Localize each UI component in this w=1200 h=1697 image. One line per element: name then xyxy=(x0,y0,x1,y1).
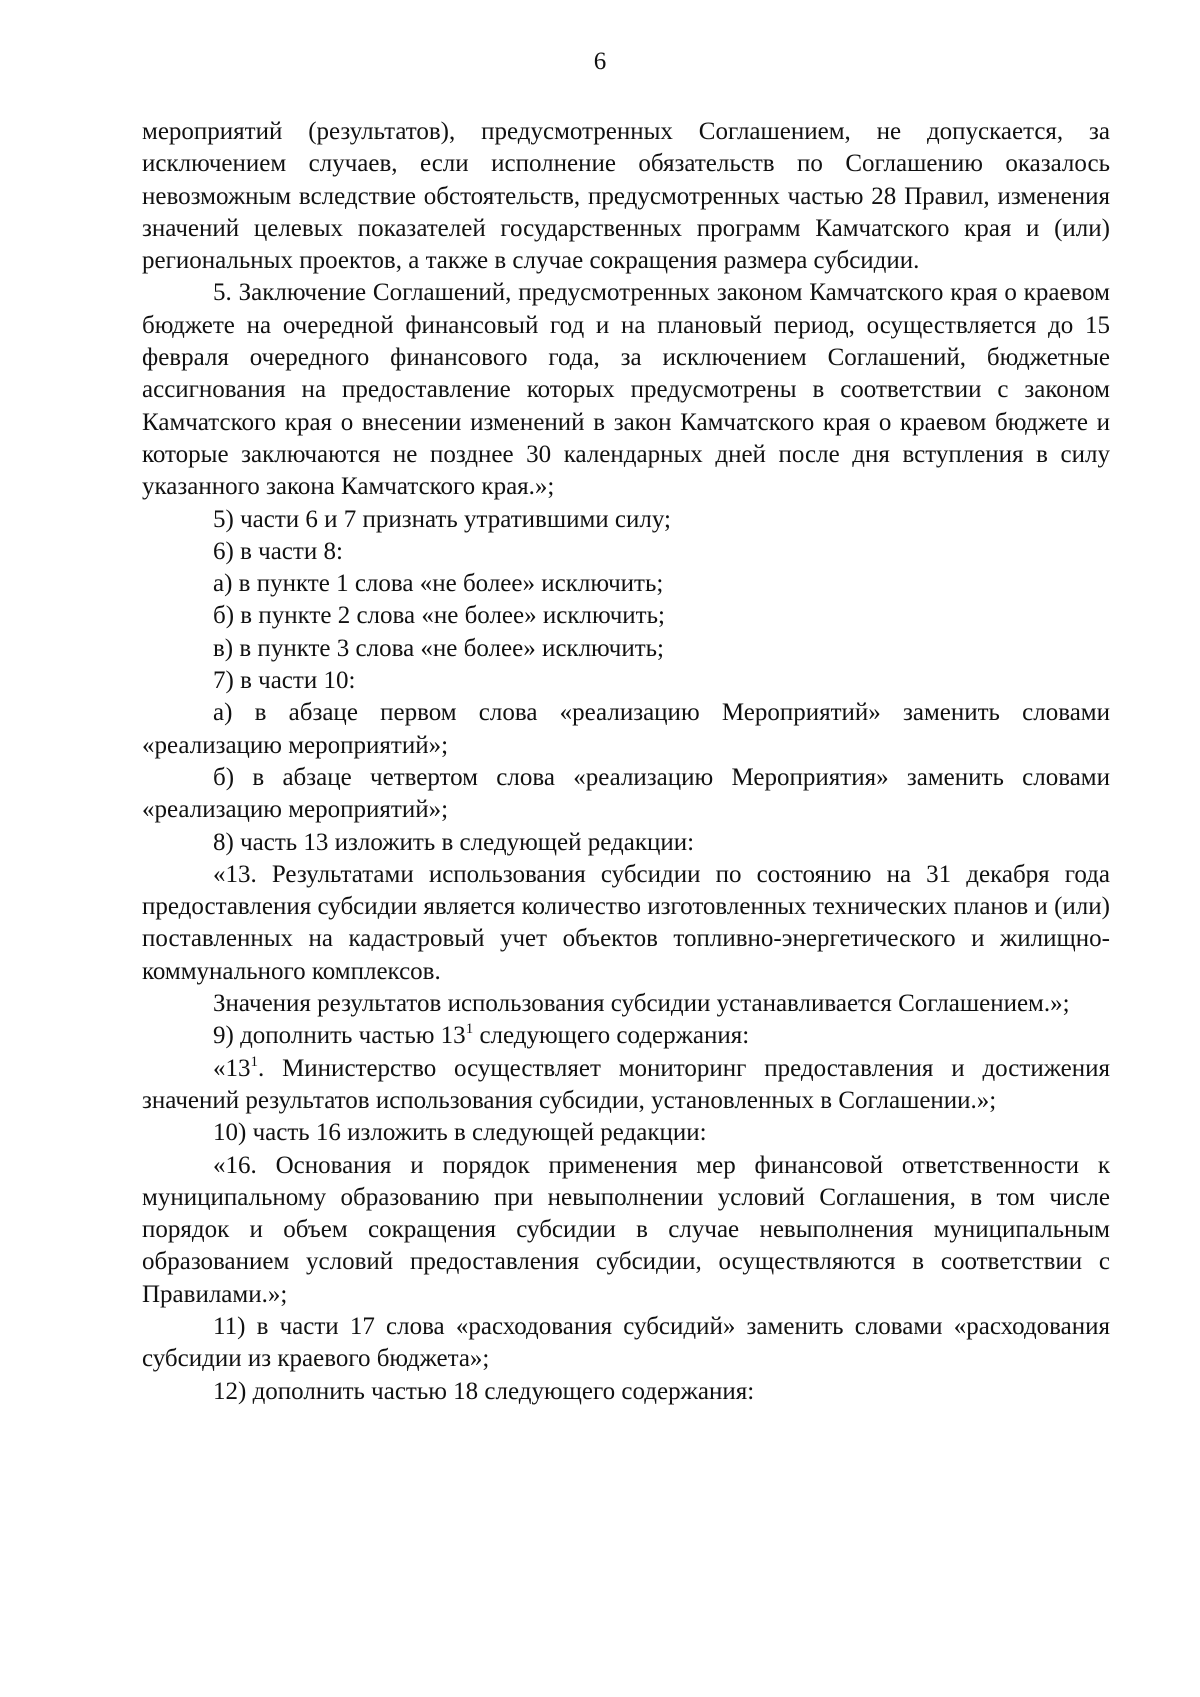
paragraph-text: следующего содержания: xyxy=(473,1022,750,1050)
superscript: 1 xyxy=(465,1021,474,1038)
paragraph: 11) в части 17 слова «расходования субсидий» заменить словами «расходования субсидии из краевого бюджета»; xyxy=(142,1312,1110,1373)
paragraph: 10) часть 16 изложить в следующей редакции: xyxy=(213,1119,707,1147)
paragraph: «13. Результатами использования субсидии по состоянию на 31 декабря года предоставления субсидии является количество изготовленных технических планов и (или) поставленных на кадастровый учет объектов топливно-энергетического и жилищно-коммунального комплексов. xyxy=(142,860,1110,985)
paragraph-text: 9) дополнить частью 13 xyxy=(213,1022,466,1050)
superscript: 1 xyxy=(250,1053,258,1070)
paragraph: б) в абзаце четвертом слова «реализацию Мероприятия» заменить словами «реализацию мероприятий»; xyxy=(142,763,1110,824)
document-body xyxy=(142,116,1110,1408)
paragraph: а) в абзаце первом слова «реализацию Мероприятий» заменить словами «реализацию мероприятий»; xyxy=(142,699,1110,759)
paragraph: 5. Заключение Соглашений, предусмотренных законом Камчатского края о краевом бюджете на очередной финансовый год и на плановый период, осуществляется до 15 февраля очередного финансового года, за исключением Соглашений, бюджетные ассигнования на предоставление которых предусмотрены в соответствии с законом Камчатского края о внесении изменений в закон Камчатского края о краевом бюджете и которые заключаются не позднее 30 календарных дней после дня вступления в силу указанного закона Камчатского края.»; xyxy=(142,279,1110,501)
paragraph: «16. Основания и порядок применения мер финансовой ответственности к муниципальному образованию при невыполнении условий Соглашения, в том числе порядок и объем сокращения субсидии в случае невыполнения муниципальным образованием условий предоставления субсидии, осуществляются в соответствии с Правилами.»; xyxy=(142,1151,1110,1308)
paragraph-text: «13 xyxy=(213,1054,251,1082)
paragraph: а) в пункте 1 слова «не более» исключить; xyxy=(213,570,664,598)
paragraph: 12) дополнить частью 18 следующего содержания: xyxy=(213,1377,755,1405)
page-number: 6 xyxy=(593,48,607,75)
paragraph: 5) части 6 и 7 признать утратившими силу; xyxy=(213,505,671,533)
paragraph: мероприятий (результатов), предусмотренных Соглашением, не допускается, за исключением случаев, если исполнение обязательств по Соглашению оказалось невозможным вследствие обстоятельств, предусмотренных частью 28 Правил, изменения значений целевых показателей государственных программ Камчатского края и (или) региональных проектов, а также в случае сокращения размера субсидии. xyxy=(142,118,1110,275)
paragraph-text: . Министерство осуществляет мониторинг предоставления и достижения значений результатов использования субсидии, установленных в Соглашении.»; xyxy=(142,1054,1110,1114)
paragraph xyxy=(142,1020,1110,1052)
paragraph: в) в пункте 3 слова «не более» исключить; xyxy=(213,634,665,662)
paragraph: 6) в части 8: xyxy=(213,537,343,565)
paragraph: Значения результатов использования субсидии устанавливается Соглашением.»; xyxy=(213,990,1070,1018)
paragraph: 8) часть 13 изложить в следующей редакции: xyxy=(213,828,695,856)
paragraph: б) в пункте 2 слова «не более» исключить; xyxy=(213,602,665,630)
paragraph: 7) в части 10: xyxy=(213,667,356,695)
paragraph xyxy=(142,1053,1110,1118)
